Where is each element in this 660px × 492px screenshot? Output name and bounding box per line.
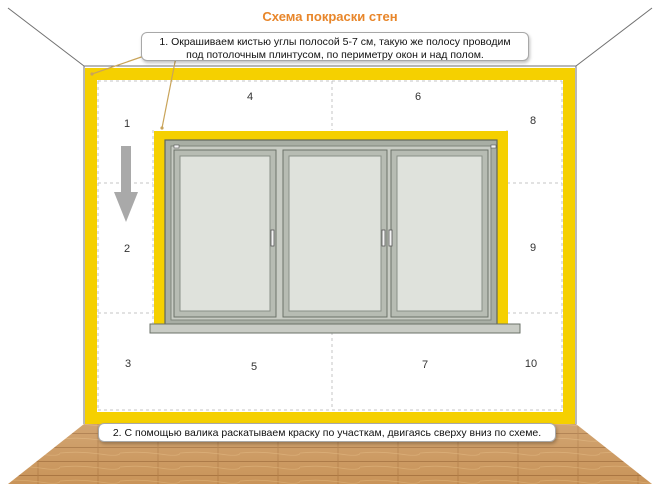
window — [150, 140, 520, 333]
diagram-title: Схема покраски стен — [262, 9, 398, 24]
window-handle — [389, 230, 392, 246]
note-leader-lines — [92, 54, 176, 128]
section-number-4: 4 — [246, 91, 254, 103]
note-step-1-line-1: 1. Окрашиваем кистью углы полосой 5-7 см, такую же полосу проводим — [159, 36, 511, 48]
window-handle — [271, 230, 274, 246]
section-number-1: 1 — [123, 118, 131, 130]
note-step-1-line-2: под потолочным плинтусом, по периметру окон и над полом. — [186, 49, 484, 61]
window-handle — [382, 230, 385, 246]
section-number-6: 6 — [414, 91, 422, 103]
section-number-8: 8 — [529, 115, 537, 127]
section-number-10: 10 — [524, 358, 538, 370]
note-step-1 — [141, 32, 529, 61]
section-number-5: 5 — [250, 361, 258, 373]
section-number-3: 3 — [124, 358, 132, 370]
window-sill — [150, 324, 520, 333]
note-step-2: 2. С помощью валика раскатываем краску по участкам, двигаясь сверху вниз по схеме. — [98, 423, 556, 442]
section-number-2: 2 — [123, 243, 131, 255]
section-number-7: 7 — [421, 359, 429, 371]
down-arrow-icon — [114, 146, 138, 222]
section-number-9: 9 — [529, 242, 537, 254]
